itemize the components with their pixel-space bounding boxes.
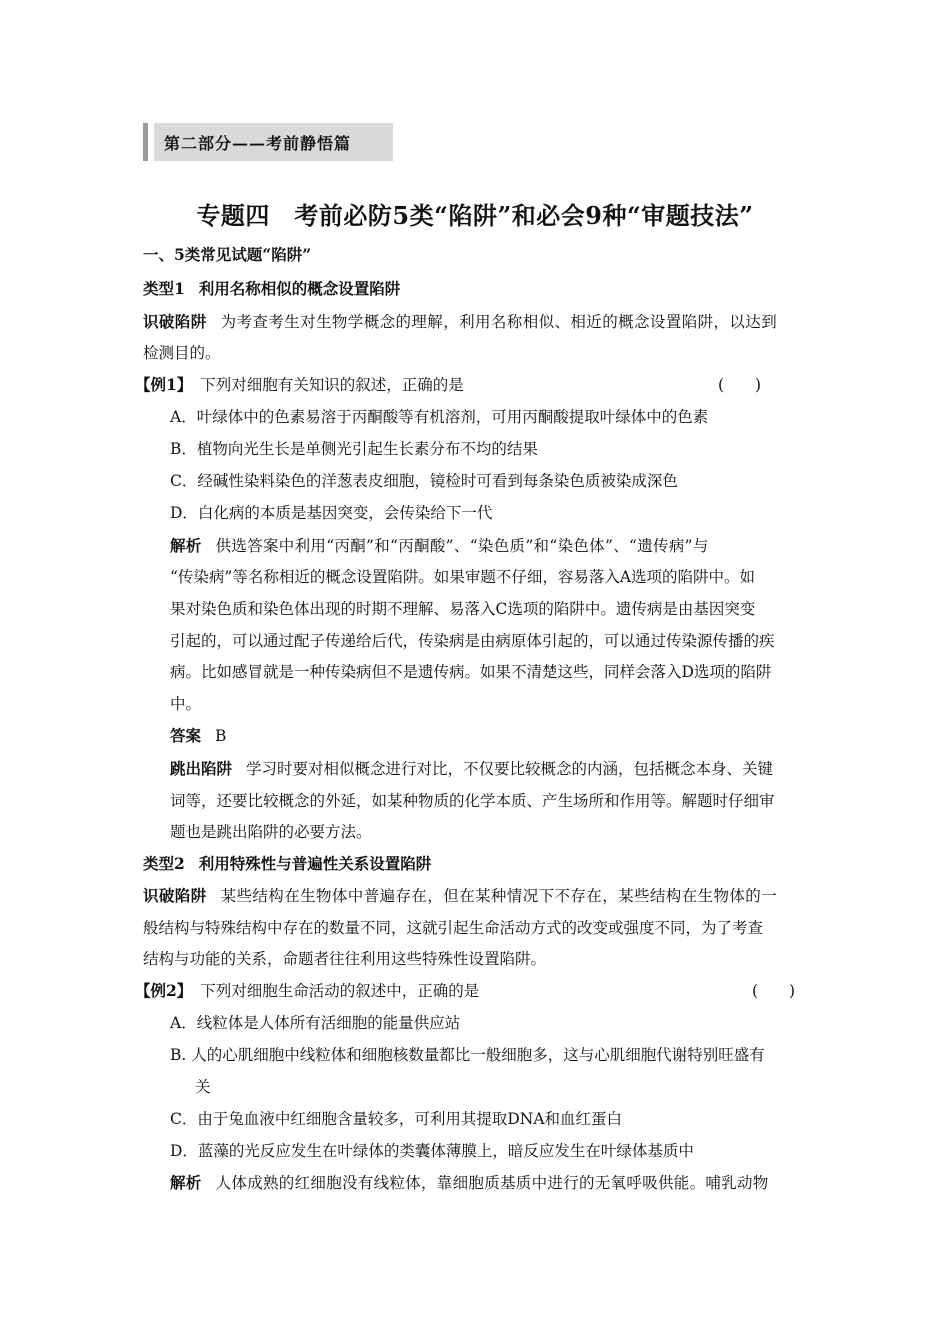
page-title: 专题四 考前必防5类“陷阱”和必会9种“审题技法” bbox=[196, 201, 754, 230]
example2-option-c: C．由于兔血液中红细胞含量较多，可利用其提取DNA和血红蛋白 bbox=[170, 1110, 623, 1128]
example2-analysis-line-1: 解析 人体成熟的红细胞没有线粒体，靠细胞质基质中进行的无氧呼吸供能。哺乳动物 bbox=[170, 1173, 769, 1192]
type2-identify-line-2: 般结构与特殊结构中存在的数量不同，这就引起生命活动方式的改变或强度不同，为了考查 bbox=[143, 919, 764, 937]
example1-analysis-line-3: 果对染色质和染色体出现的时期不理解、易落入C选项的陷阱中。遗传病是由基因突变 bbox=[170, 600, 756, 618]
answer-label: 答案 bbox=[170, 726, 202, 745]
identify-label: 识破陷阱 bbox=[143, 312, 207, 331]
type1-identify-line-2: 检测目的。 bbox=[143, 344, 221, 362]
answer-value: B bbox=[215, 727, 227, 745]
banner-text: 第二部分——考前静悟篇 bbox=[154, 123, 393, 161]
example1-answer bbox=[170, 725, 226, 747]
type1-heading bbox=[143, 278, 400, 300]
example1-escape-line-3: 题也是跳出陷阱的必要方法。 bbox=[170, 823, 372, 841]
escape-label: 跳出陷阱 bbox=[170, 759, 233, 778]
example2-label: 【例2】 bbox=[135, 981, 193, 1000]
example1-analysis-line-1: 解析 供选答案中利用“丙酮”和“丙酮酸”、“染色质”和“染色体”、“遗传病”与 bbox=[170, 536, 709, 555]
example1-analysis-line-4: 引起的，可以通过配子传递给后代，传染病是由病原体引起的，可以通过传染源传播的疾 bbox=[170, 632, 775, 650]
example1-escape-line-1: 跳出陷阱 学习时要对相似概念进行对比，不仅要比较概念的内涵，包括概念本身、关键 bbox=[170, 759, 774, 778]
example1-label: 【例1】 bbox=[135, 375, 193, 394]
section-heading: 一、5类常见试题“陷阱” bbox=[143, 245, 312, 264]
banner-accent-bar bbox=[143, 123, 148, 161]
example1-analysis-line-5: 病。比如感冒就是一种传染病但不是遗传病。如果不清楚这些，同样会落入D选项的陷阱 bbox=[170, 663, 772, 681]
example2-option-a: A．线粒体是人体所有活细胞的能量供应站 bbox=[170, 1014, 461, 1032]
type1-name: 利用名称相似的概念设置陷阱 bbox=[198, 279, 401, 298]
type2-label: 类型2 bbox=[143, 854, 185, 873]
example1-option-b: B．植物向光生长是单侧光引起生长素分布不均的结果 bbox=[170, 440, 538, 458]
example2-answer-paren: ( ) bbox=[752, 982, 796, 1000]
type2-identify-line-3: 结构与功能的关系，命题者往往利用这些特殊性设置陷阱。 bbox=[143, 950, 547, 968]
example1-answer-paren: ( ) bbox=[718, 376, 762, 394]
type1-label: 类型1 bbox=[143, 279, 185, 298]
analysis-label: 解析 bbox=[170, 536, 202, 555]
example1-option-a: A．叶绿体中的色素易溶于丙酮酸等有机溶剂，可用丙酮酸提取叶绿体中的色素 bbox=[170, 408, 709, 426]
type2-identify-line-1: 识破陷阱 某些结构在生物体中普遍存在，但在某种情况下不存在，某些结构在生物体的一 bbox=[143, 886, 778, 905]
example2-question: 【例2】 下列对细胞生命活动的叙述中，正确的是 bbox=[135, 981, 480, 1000]
example2-option-b-cont: 关 bbox=[195, 1078, 211, 1096]
part-banner bbox=[143, 123, 393, 161]
example1-analysis-line-6: 中。 bbox=[170, 695, 202, 713]
example2-option-d: D．蓝藻的光反应发生在叶绿体的类囊体薄膜上，暗反应发生在叶绿体基质中 bbox=[170, 1142, 694, 1160]
example2-option-b: B. 人的心肌细胞中线粒体和细胞核数量都比一般细胞多，这与心肌细胞代谢特别旺盛有 bbox=[170, 1046, 765, 1064]
type2-heading bbox=[143, 853, 431, 875]
example1-analysis-line-2: “传染病”等名称相近的概念设置陷阱。如果审题不仔细，容易落入A选项的陷阱中。如 bbox=[170, 568, 756, 586]
example1-option-d: D．白化病的本质是基因突变，会传染给下一代 bbox=[170, 504, 493, 522]
type2-name: 利用特殊性与普遍性关系设置陷阱 bbox=[198, 854, 432, 873]
example1-option-c: C．经碱性染料染色的洋葱表皮细胞，镜检时可看到每条染色质被染成深色 bbox=[170, 472, 678, 490]
identify-label: 识破陷阱 bbox=[143, 886, 207, 905]
example1-question: 【例1】 下列对细胞有关知识的叙述，正确的是 bbox=[135, 375, 464, 394]
type1-identify-line-1: 识破陷阱 为考查考生对生物学概念的理解，利用名称相似、相近的概念设置陷阱，以达到 bbox=[143, 312, 778, 331]
analysis-label: 解析 bbox=[170, 1173, 202, 1192]
example1-escape-line-2: 词等，还要比较概念的外延，如某种物质的化学本质、产生场所和作用等。解题时仔细审 bbox=[170, 792, 775, 810]
